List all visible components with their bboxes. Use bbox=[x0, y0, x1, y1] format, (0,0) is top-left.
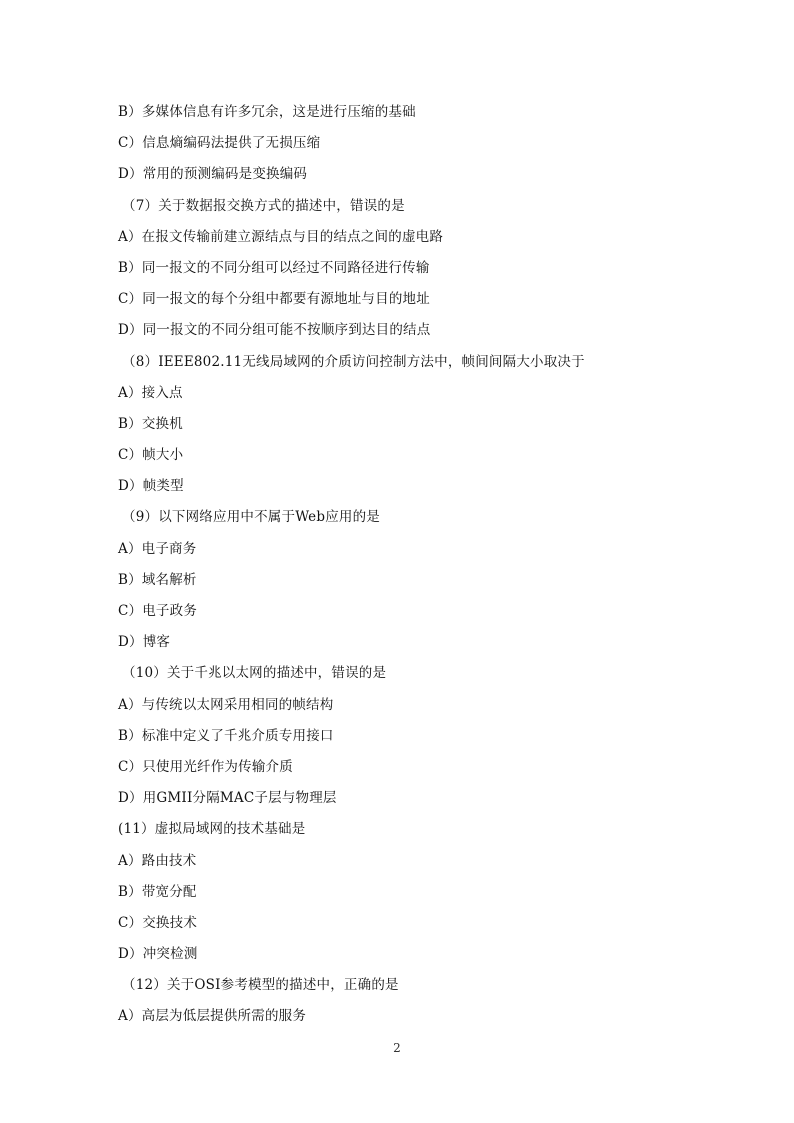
option-line: D）博客 bbox=[118, 634, 171, 651]
option-line: D）帧类型 bbox=[118, 478, 184, 495]
option-line: D）冲突检测 bbox=[118, 946, 198, 963]
option-line: C）信息熵编码法提供了无损压缩 bbox=[118, 135, 321, 152]
option-line: C）同一报文的每个分组中都要有源地址与目的地址 bbox=[118, 291, 430, 308]
option-line: B）交换机 bbox=[118, 415, 183, 432]
option-line: A）电子商务 bbox=[118, 540, 197, 557]
page-number: 2 bbox=[393, 1041, 401, 1055]
option-line: C）交换技术 bbox=[118, 914, 198, 931]
question-line: (11）虚拟局域网的技术基础是 bbox=[118, 821, 306, 838]
option-line: A）高层为低层提供所需的服务 bbox=[118, 1008, 307, 1025]
question-line: （12）关于OSI参考模型的描述中，正确的是 bbox=[122, 977, 399, 994]
option-line: A）与传统以太网采用相同的帧结构 bbox=[118, 696, 334, 713]
option-line: C）只使用光纤作为传输介质 bbox=[118, 758, 293, 775]
question-line: （8）IEEE802.11无线局域网的介质访问控制方法中，帧间间隔大小取决于 bbox=[122, 353, 585, 370]
question-line: （9）以下网络应用中不属于Web应用的是 bbox=[122, 509, 380, 526]
option-line: B）同一报文的不同分组可以经过不同路径进行传输 bbox=[118, 259, 430, 276]
option-line: B）带宽分配 bbox=[118, 883, 197, 900]
option-line: D）用GMII分隔MAC子层与物理层 bbox=[118, 790, 337, 807]
question-line: （10）关于千兆以太网的描述中，错误的是 bbox=[122, 665, 387, 682]
option-line: B）多媒体信息有许多冗余，这是进行压缩的基础 bbox=[118, 104, 416, 120]
option-line: B）域名解析 bbox=[118, 571, 197, 588]
option-line: A）接入点 bbox=[118, 384, 183, 401]
question-line: （7）关于数据报交换方式的描述中，错误的是 bbox=[122, 197, 405, 214]
option-line: A）在报文传输前建立源结点与目的结点之间的虚电路 bbox=[118, 228, 444, 245]
option-line: B）标准中定义了千兆介质专用接口 bbox=[118, 727, 334, 744]
option-line: C）帧大小 bbox=[118, 447, 184, 464]
option-line: A）路由技术 bbox=[118, 852, 197, 869]
option-line: D）同一报文的不同分组可能不按顺序到达目的结点 bbox=[118, 322, 431, 339]
option-line: D）常用的预测编码是变换编码 bbox=[118, 166, 308, 183]
option-line: C）电子政务 bbox=[118, 603, 198, 619]
question-list bbox=[118, 99, 718, 1035]
